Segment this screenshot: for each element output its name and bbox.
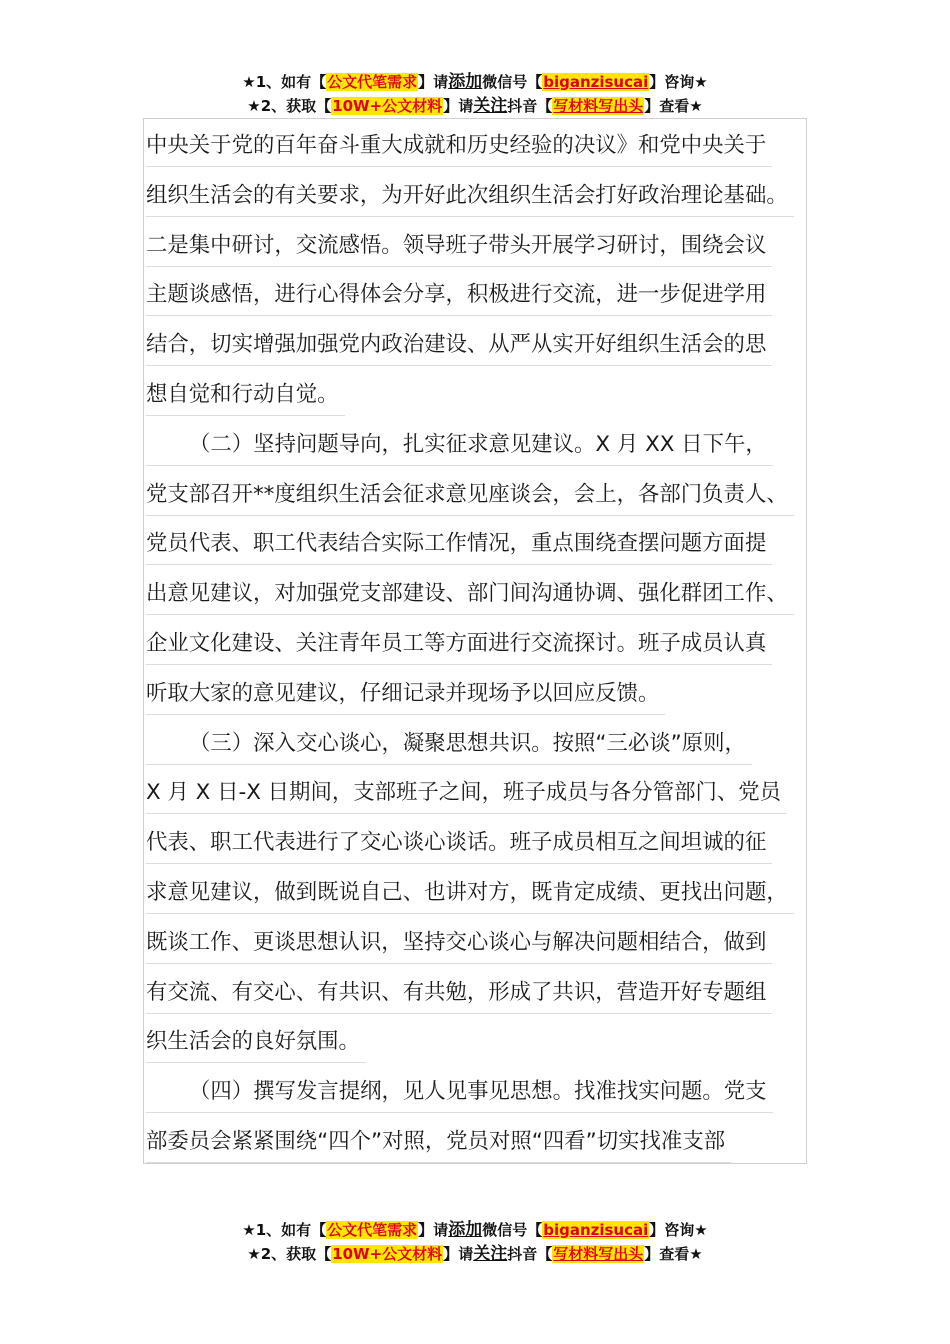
banner-text: 】请: [418, 73, 449, 91]
text-line-content: 二是集中研讨，交流感悟。领导班子带头开展学习研讨，围绕会议: [146, 226, 772, 267]
text-line: [146, 768, 826, 818]
text-line: [146, 569, 826, 619]
paragraph-heading-3: [146, 719, 826, 769]
text-line: [146, 1117, 826, 1167]
document-body: [146, 121, 826, 1167]
paragraph-heading-2: [146, 420, 826, 470]
banner-emphasis: 添加: [448, 72, 483, 92]
text-line: [146, 171, 826, 221]
banner-wechat-id: biganzisucai: [543, 1221, 649, 1239]
banner-text: 】查看★: [644, 97, 703, 115]
text-line-content: 有交流、有交心、有共识、有共勉，形成了共识，营造开好专题组: [146, 973, 772, 1014]
banner-text: 】咨询★: [649, 1221, 708, 1239]
text-line: [146, 818, 826, 868]
text-line-content: 党支部召开**度组织生活会征求意见座谈会，会上，各部门负责人、: [146, 475, 794, 516]
text-line-content: X 月 X 日-X 日期间，支部班子之间，班子成员与各分管部门、党员: [146, 773, 787, 814]
text-line-content: 既谈工作、更谈思想认识，坚持交心谈心与解决问题相结合，做到: [146, 923, 772, 964]
text-line: [146, 121, 826, 171]
banner-text: 】请: [443, 1245, 474, 1263]
banner-emphasis: 关注: [473, 1244, 508, 1264]
text-line-content: 出意见建议，对加强党支部建设、部门间沟通协调、强化群团工作、: [146, 574, 794, 615]
banner-douyin-id: 写材料写出头: [553, 1245, 644, 1263]
text-line: [146, 669, 826, 719]
text-line-content: 想自觉和行动自觉。: [146, 375, 345, 416]
banner-text: 】查看★: [644, 1245, 703, 1263]
text-line-content: 听取大家的意见建议，仔细记录并现场予以回应反馈。: [146, 674, 665, 715]
banner-douyin-id: 写材料写出头: [553, 97, 644, 115]
text-line: [146, 918, 826, 968]
text-line-content: 织生活会的良好氛围。: [146, 1022, 366, 1063]
banner-highlight: 10W+公文材料: [332, 97, 443, 115]
text-line: [146, 221, 826, 271]
paragraph-heading-4: [146, 1067, 826, 1117]
header-banner: [0, 70, 950, 118]
banner-line-1: [0, 70, 950, 94]
text-line-content: （三）深入交心谈心，凝聚思想共识。按照“三必谈”原则，: [146, 724, 752, 765]
text-line: [146, 370, 826, 420]
text-line-content: 部委员会紧紧围绕“四个”对照，党员对照“四看”切实找准支部: [146, 1122, 731, 1163]
banner-wechat-id: biganzisucai: [543, 73, 649, 91]
text-line-content: 代表、职工代表进行了交心谈心谈话。班子成员相互之间坦诚的征: [146, 823, 772, 864]
banner-text: 抖音【: [507, 1245, 553, 1263]
banner-line-1: [0, 1218, 950, 1242]
text-line-content: 中央关于党的百年奋斗重大成就和历史经验的决议》和党中央关于: [146, 126, 772, 167]
text-line: [146, 519, 826, 569]
banner-text: ★1、如有【: [242, 73, 327, 91]
text-line-content: 求意见建议，做到既说自己、也讲对方，既肯定成绩、更找出问题，: [146, 873, 794, 914]
banner-text: 微信号【: [482, 73, 543, 91]
text-line-content: 企业文化建设、关注青年员工等方面进行交流探讨。班子成员认真: [146, 624, 772, 665]
banner-text: ★2、获取【: [247, 1245, 332, 1263]
banner-highlight: 公文代笔需求: [327, 73, 418, 91]
banner-emphasis: 关注: [473, 96, 508, 116]
banner-emphasis: 添加: [448, 1220, 483, 1240]
banner-text: 微信号【: [482, 1221, 543, 1239]
banner-text: 】咨询★: [649, 73, 708, 91]
banner-highlight: 公文代笔需求: [327, 1221, 418, 1239]
text-line: [146, 470, 826, 520]
text-line: [146, 1017, 826, 1067]
banner-text: 】请: [418, 1221, 449, 1239]
text-line: [146, 868, 826, 918]
text-line-content: 主题谈感悟，进行心得体会分享，积极进行交流，进一步促进学用: [146, 275, 772, 316]
text-line-content: 组织生活会的有关要求，为开好此次组织生活会打好政治理论基础。: [146, 176, 794, 217]
text-line-content: （四）撰写发言提纲，见人见事见思想。找准找实问题。党支: [146, 1072, 773, 1113]
text-line: [146, 320, 826, 370]
text-line-content: （二）坚持问题导向，扎实征求意见建议。X 月 XX 日下午，: [146, 425, 773, 466]
text-line: [146, 270, 826, 320]
text-line-content: 党员代表、职工代表结合实际工作情况，重点围绕查摆问题方面提: [146, 524, 772, 565]
text-line-content: 结合，切实增强加强党内政治建设、从严从实开好组织生活会的思: [146, 325, 772, 366]
banner-text: ★1、如有【: [242, 1221, 327, 1239]
footer-banner: [0, 1218, 950, 1266]
banner-line-2: [0, 1242, 950, 1266]
banner-line-2: [0, 94, 950, 118]
text-line: [146, 619, 826, 669]
text-line: [146, 968, 826, 1018]
banner-highlight: 10W+公文材料: [332, 1245, 443, 1263]
banner-text: ★2、获取【: [247, 97, 332, 115]
banner-text: 】请: [443, 97, 474, 115]
banner-text: 抖音【: [507, 97, 553, 115]
